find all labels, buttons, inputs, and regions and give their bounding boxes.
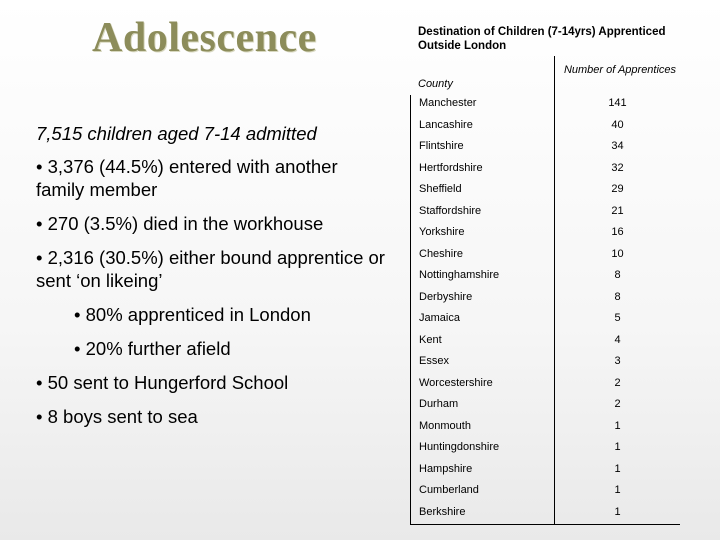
- apprentice-count-cell: 4: [554, 332, 680, 354]
- apprentice-table: [410, 95, 680, 525]
- apprentice-count-cell: 1: [554, 461, 680, 483]
- apprentice-count-cell: 5: [554, 310, 680, 332]
- table-row: [410, 418, 680, 440]
- bullet-list: [36, 122, 386, 439]
- county-cell: Kent: [410, 332, 554, 354]
- table-row: [410, 504, 680, 526]
- bullet-family-member: • 3,376 (44.5%) entered with another family member: [36, 156, 338, 200]
- apprentice-count-cell: 29: [554, 181, 680, 203]
- bullet-sea: • 8 boys sent to sea: [36, 406, 198, 427]
- county-cell: Nottinghamshire: [410, 267, 554, 289]
- table-row: [410, 203, 680, 225]
- table-row: [410, 289, 680, 311]
- apprentice-count-cell: 1: [554, 504, 680, 526]
- apprentice-count-cell: 1: [554, 482, 680, 504]
- table-row: [410, 353, 680, 375]
- county-cell: Derbyshire: [410, 289, 554, 311]
- apprentice-count-cell: 32: [554, 160, 680, 182]
- table-row: [410, 246, 680, 268]
- county-cell: Jamaica: [410, 310, 554, 332]
- apprentice-count-cell: 141: [554, 95, 680, 117]
- county-cell: Staffordshire: [410, 203, 554, 225]
- county-cell: Durham: [410, 396, 554, 418]
- table-row: [410, 267, 680, 289]
- table-row: [410, 138, 680, 160]
- table-row: [410, 181, 680, 203]
- county-cell: Cheshire: [410, 246, 554, 268]
- county-cell: Manchester: [410, 95, 554, 117]
- apprentice-count-cell: 3: [554, 353, 680, 375]
- table-row: [410, 310, 680, 332]
- apprentice-count-cell: 1: [554, 439, 680, 461]
- county-cell: Sheffield: [410, 181, 554, 203]
- table-row: [410, 224, 680, 246]
- county-cell: Essex: [410, 353, 554, 375]
- table-header: [410, 56, 680, 96]
- table-row: [410, 396, 680, 418]
- table-row: [410, 95, 680, 117]
- apprentice-count-cell: 8: [554, 289, 680, 311]
- sub-bullet-afield: • 20% further afield: [74, 338, 231, 359]
- county-cell: Flintshire: [410, 138, 554, 160]
- table-row: [410, 160, 680, 182]
- header-divider: [554, 56, 555, 96]
- apprentice-count-cell: 21: [554, 203, 680, 225]
- sub-bullet-london: • 80% apprenticed in London: [74, 304, 311, 325]
- county-cell: Yorkshire: [410, 224, 554, 246]
- county-cell: Berkshire: [410, 504, 554, 526]
- apprentice-count-cell: 34: [554, 138, 680, 160]
- table-row: [410, 439, 680, 461]
- table-row: [410, 332, 680, 354]
- county-cell: Hampshire: [410, 461, 554, 483]
- bullet-died: • 270 (3.5%) died in the workhouse: [36, 213, 324, 234]
- apprentice-count-cell: 2: [554, 375, 680, 397]
- slide-title: Adolescence: [92, 15, 317, 61]
- county-cell: Cumberland: [410, 482, 554, 504]
- table-row: [410, 482, 680, 504]
- apprentice-count-cell: 1: [554, 418, 680, 440]
- header-number: Number of Apprentices: [563, 64, 677, 76]
- bullet-hungerford: • 50 sent to Hungerford School: [36, 372, 289, 393]
- apprentice-count-cell: 2: [554, 396, 680, 418]
- apprentice-count-cell: 16: [554, 224, 680, 246]
- table-row: [410, 461, 680, 483]
- table-row: [410, 117, 680, 139]
- county-cell: Worcestershire: [410, 375, 554, 397]
- summary-line: 7,515 children aged 7-14 admitted: [36, 123, 317, 144]
- county-cell: Monmouth: [410, 418, 554, 440]
- apprentice-count-cell: 40: [554, 117, 680, 139]
- bullet-apprentice: • 2,316 (30.5%) either bound apprentice or sent ‘on likeing’: [36, 247, 385, 291]
- header-county: County: [418, 78, 453, 90]
- county-cell: Hertfordshire: [410, 160, 554, 182]
- apprentice-count-cell: 8: [554, 267, 680, 289]
- apprentice-count-cell: 10: [554, 246, 680, 268]
- county-cell: Huntingdonshire: [410, 439, 554, 461]
- county-cell: Lancashire: [410, 117, 554, 139]
- table-row: [410, 375, 680, 397]
- table-title: Destination of Children (7-14yrs) Apprenticed Outside London: [418, 26, 666, 52]
